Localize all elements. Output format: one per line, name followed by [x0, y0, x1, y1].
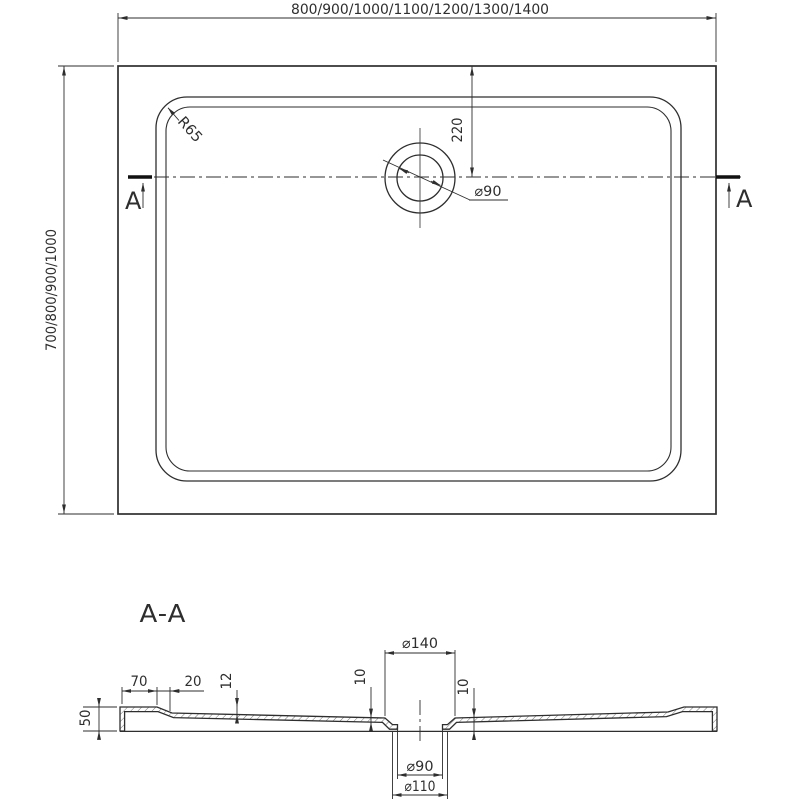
section-marker-right-label: A — [736, 185, 753, 213]
edge-height-dimension — [78, 699, 117, 739]
seat-diameter-label: ⌀110 — [404, 779, 436, 795]
section-shell-right — [443, 707, 718, 731]
section-title: A-A — [139, 599, 187, 628]
drain-diameter-leader — [383, 160, 508, 200]
rim-dimensions — [122, 674, 204, 711]
drain-diameter-label: ⌀90 — [474, 184, 502, 200]
drain-offset-label: 220 — [450, 114, 466, 143]
recess-diameter-label: ⌀140 — [402, 636, 438, 652]
section-marker-left-label: A — [125, 187, 142, 215]
hole-diameter-label: ⌀90 — [406, 759, 434, 775]
top-view — [44, 2, 753, 514]
basin-rim-inner — [166, 107, 671, 471]
edge-height-label: 50 — [78, 708, 94, 727]
drain-depth-label: 10 — [456, 677, 472, 696]
section-marker-left — [125, 177, 152, 215]
section-view — [78, 599, 717, 799]
step-width-label: 20 — [184, 674, 202, 690]
recess-depth-label: 10 — [353, 667, 369, 686]
tray-outline — [118, 66, 716, 514]
drain-offset-dimension — [450, 66, 472, 177]
width-dimension-label: 800/900/1000/1100/1200/1300/1400 — [291, 2, 549, 18]
corner-radius-label: R65 — [174, 113, 206, 146]
width-dimension — [118, 2, 716, 62]
height-dimension — [44, 66, 114, 514]
floor-depth-label: 12 — [219, 671, 235, 690]
section-shell-left — [120, 707, 398, 731]
height-dimension-label: 700/800/900/1000 — [44, 216, 60, 351]
drain-depth-dimension — [456, 679, 474, 740]
section-marker-right — [716, 177, 753, 213]
rim-width-label: 70 — [130, 674, 148, 690]
